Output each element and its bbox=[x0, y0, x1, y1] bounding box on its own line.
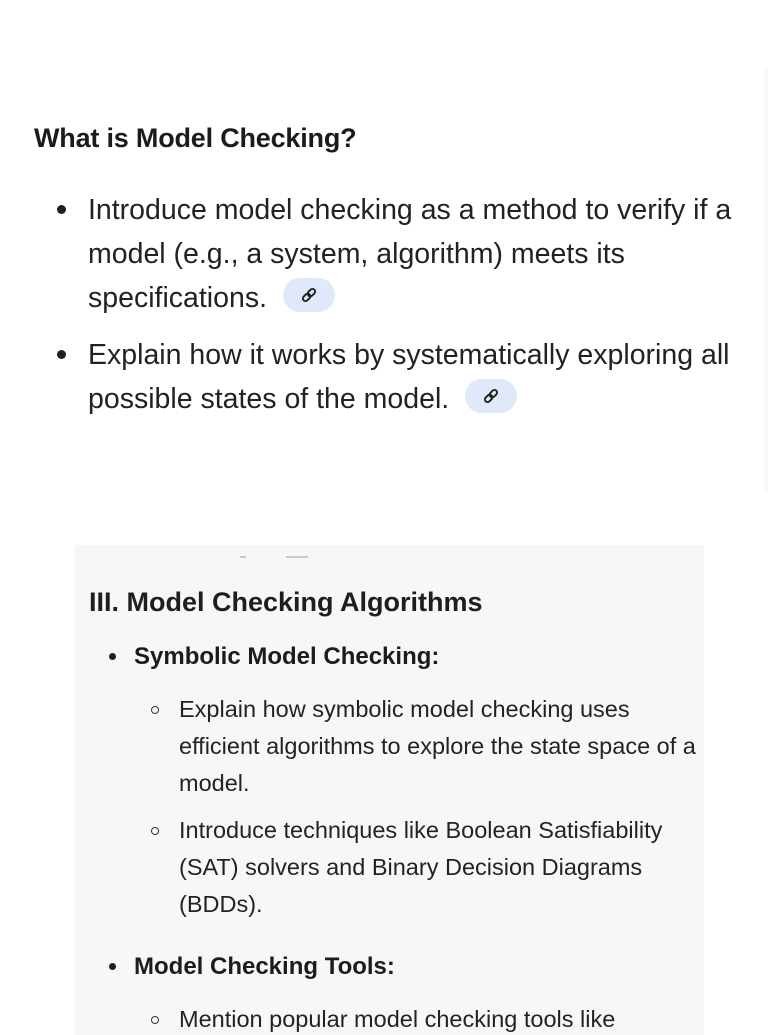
bullet-dot bbox=[57, 350, 66, 359]
sub-list-item bbox=[134, 1001, 704, 1035]
link-icon bbox=[482, 387, 500, 405]
embedded-document-image[interactable] bbox=[74, 545, 704, 1035]
algorithm-list bbox=[74, 641, 704, 1035]
sub-item-text: Introduce techniques like Boolean Satisfiability (SAT) solvers and Binary Decision Diagrams (BDDs). bbox=[179, 817, 663, 917]
source-link-chip[interactable] bbox=[465, 379, 517, 413]
section-heading: What is Model Checking? bbox=[34, 123, 357, 153]
sub-list bbox=[134, 691, 704, 923]
hollow-bullet bbox=[151, 827, 159, 835]
list-item bbox=[74, 641, 704, 923]
list-item bbox=[34, 188, 734, 320]
list-item bbox=[34, 333, 734, 421]
cropped-text-remnant bbox=[240, 545, 348, 563]
model-checking-section bbox=[34, 118, 734, 434]
subsection-title: Model Checking Tools: bbox=[134, 953, 395, 980]
list-item bbox=[74, 951, 704, 1035]
subsection-title: Symbolic Model Checking: bbox=[134, 643, 440, 670]
sub-item-text: Explain how symbolic model checking uses efficient algorithms to explore the state space of a model. bbox=[179, 696, 696, 796]
sub-list-item bbox=[134, 812, 704, 923]
bullet-dot bbox=[109, 653, 116, 660]
panel-heading: III. Model Checking Algorithms bbox=[89, 587, 483, 617]
bullet-dot bbox=[57, 205, 66, 214]
bullet-text: Explain how it works by systematically exploring all possible states of the model. bbox=[88, 339, 730, 415]
sub-list bbox=[134, 1001, 704, 1035]
bullet-dot bbox=[109, 963, 116, 970]
bullet-text: Introduce model checking as a method to verify if a model (e.g., a system, algorithm) meets its specifications. bbox=[88, 194, 732, 314]
link-icon bbox=[300, 286, 318, 304]
sub-item-text: Mention popular model checking tools like bbox=[179, 1006, 616, 1032]
bullet-list bbox=[34, 188, 734, 421]
sub-list-item bbox=[134, 691, 704, 802]
side-panel-edge bbox=[762, 70, 768, 490]
hollow-bullet bbox=[151, 1016, 159, 1024]
source-link-chip[interactable] bbox=[283, 278, 335, 312]
hollow-bullet bbox=[151, 706, 159, 714]
